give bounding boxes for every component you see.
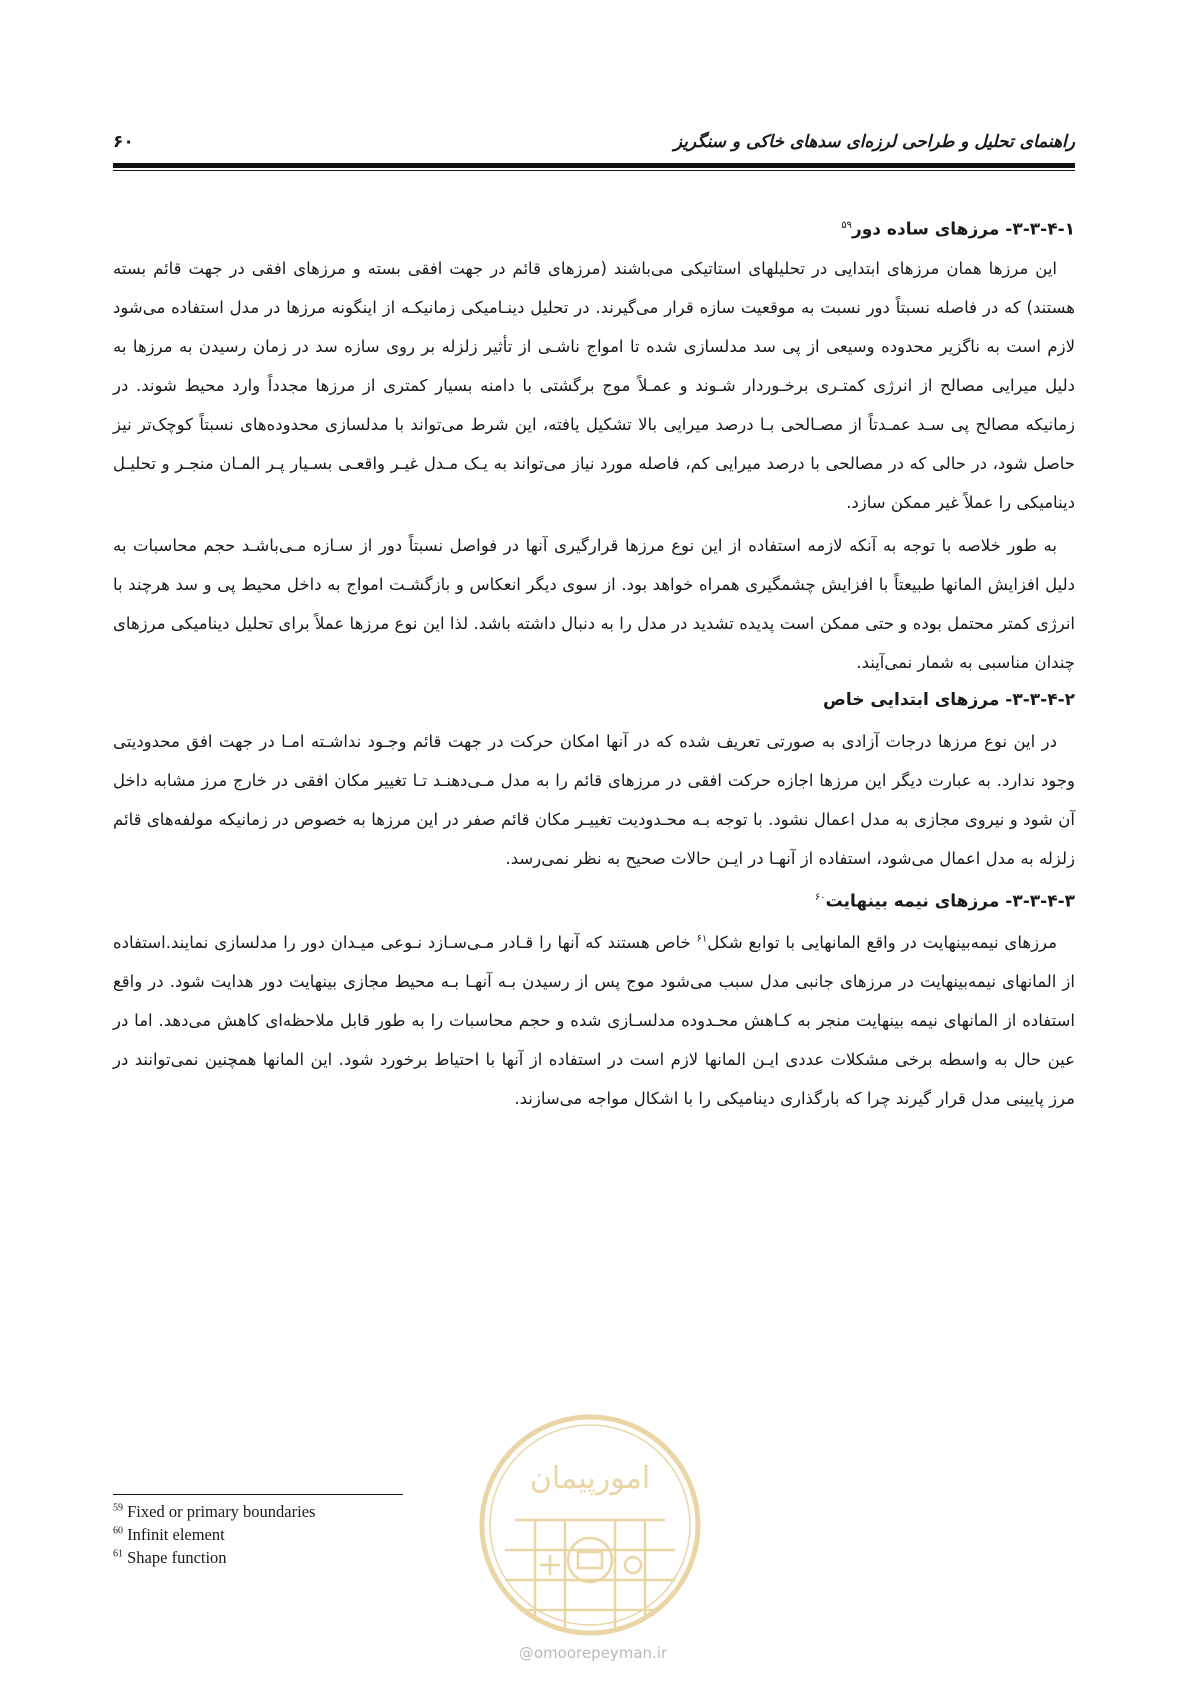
watermark-logo-icon: [475, 1410, 705, 1640]
footnote-ref-60[interactable]: ۶۰: [814, 891, 826, 903]
paragraph: این مرزها همان مرزهای ابتدایی در تحلیلهای استاتیکی می‌باشند (مرزهای قائم در جهت افقی بسته و مرزهای افقی در جهت قائم بسته هستند) که در فاصله نسبتاً دور نسبت به موقعیت سازه قرار می‌گیرند. در تحلیل دینـامیکی زمانیکـه از اینگونه مرزها در مدل استفاده می‌شود لازم است به ناگزیر محدوده وسیعی از پی سد مدلسازی شده تا امواج ناشـی از تأثیر زلزله بر روی سازه سد در زمان رسیدن به مرزها به دلیل میرایی مصالح از انرژی کمتـری برخـوردار شـوند و عمـلاً موج برگشتی با دامنه بسیار کمتری از مرزها مجدداً وارد محیط شوند. در زمانیکه مصالح پی سـد عمـدتاً از مصـالحی بـا درصد میرایی بالا تشکیل یافته، این شرط می‌تواند با مدلسازی محدوده‌های نسبتاً کوچک‌تر نیز حاصل شود، در حالی که در مصالحی با درصد میرایی کم، فاصله مورد نیاز می‌تواند به یـک مـدل غیـر واقعـی بسـیار پـر المـان منجـر و تحلیـل دینامیکی را عملاً غیر ممکن سازد.: [113, 258, 1075, 512]
page-number: ۶۰: [113, 132, 134, 152]
footnotes: [113, 1500, 315, 1569]
footnote-ref-61[interactable]: ۶۱: [696, 933, 708, 945]
footnote-item: $^{60}$ Infinit element: [113, 1525, 225, 1544]
header-title: راهنمای تحلیل و طراحی لرزه‌ای سدهای خاکی و سنگریز: [673, 132, 1075, 152]
running-header: [113, 122, 1075, 160]
watermark-logo-text: امورپیمان: [529, 1461, 651, 1496]
footnote-item: $^{59}$ Fixed or primary boundaries: [113, 1502, 316, 1521]
header-rule-thin: [113, 170, 1075, 171]
header-rule-thick: [113, 163, 1075, 168]
footnote-item: $^{61}$ Shape function: [113, 1548, 227, 1567]
watermark-site: @omoorepeyman.ir: [518, 1644, 668, 1662]
section-heading-2: ۳-۳-۴-۲- مرزهای ابتدایی خاص: [822, 689, 1075, 710]
footnote-separator: [113, 1494, 403, 1495]
footnote-ref-59[interactable]: ۵۹: [841, 220, 852, 231]
body-content: [113, 212, 1075, 1122]
paragraph: مرزهای نیمه‌بینهایت در واقع المانهایی با توابع شکل$^{۶۱}$ خاص هستند که آنها را قـادر مـی‌سـازد نـوعی میـدان دور را مدلسازی نمایند.استفاده از المانهای نیمه‌بینهایت در مرزهای جانبی مدل سبب می‌شود موج پس از رسیدن بـه آنهـا بـه محیط مجازی بینهایت دور هدایت شود. در واقع استفاده از المانهای نیمه بینهایت منجر به کـاهش محـدوده مدلسـازی شده و حجم محاسبات را به طور قابل ملاحظه‌ای کاهش می‌دهد. اما در عین حال به واسطه برخی مشکلات عددی ایـن المانها لازم است در استفاده از آنها با احتیاط برخورد شود. این المانها همچنین نمی‌توانند در مرز پایینی مدل قرار گیرند چرا که بارگذاری دینامیکی را با اشکال مواجه می‌سازند.: [113, 933, 1075, 1109]
section-heading-3: ۳-۳-۴-۳- مرزهای نیمه بینهایت$^{۶۰}$: [814, 891, 1075, 912]
section-heading-1: ۳-۳-۴-۱- مرزهای ساده دور$^{۵۹}$: [841, 219, 1075, 240]
paragraph: در این نوع مرزها درجات آزادی به صورتی تعریف شده که در آنها امکان حرکت در جهت قائم وجـود نداشـته امـا در جهت افق محدودیتی وجود ندارد. به عبارت دیگر این مرزها اجازه حرکت افقی در مرزهای قائم را به مدل مـی‌دهنـد تـا تغییر مکان افقی در خارج مرز مشابه داخل آن شود و نیروی مجازی به مدل اعمال نشود. با توجه بـه محـدودیت تغییـر مکان قائم صفر در این مرزها به خصوص در زمانیکه مولفه‌های قائم زلزله به مدل اعمال می‌شود، استفاده از آنهـا در ایـن حالات صحیح به نظر نمی‌رسد.: [113, 731, 1075, 868]
paragraph: به طور خلاصه با توجه به آنکه لازمه استفاده از این نوع مرزها قرارگیری آنها در فواصل نسبتاً دور از سـازه مـی‌باشـد حجم محاسبات به دلیل افزایش المانها طبیعتاً با افزایش چشمگیری همراه خواهد بود. از سوی دیگر انعکاس و بازگشـت امواج به داخل محیط پی و سد هرچند با انرژی کمتر محتمل بوده و حتی ممکن است پدیده تشدید در مدل را به دنبال داشته باشد. لذا این نوع مرزها عملاً برای تحلیل دینامیکی مرزهای چندان مناسبی به شمار نمی‌آیند.: [113, 535, 1075, 672]
